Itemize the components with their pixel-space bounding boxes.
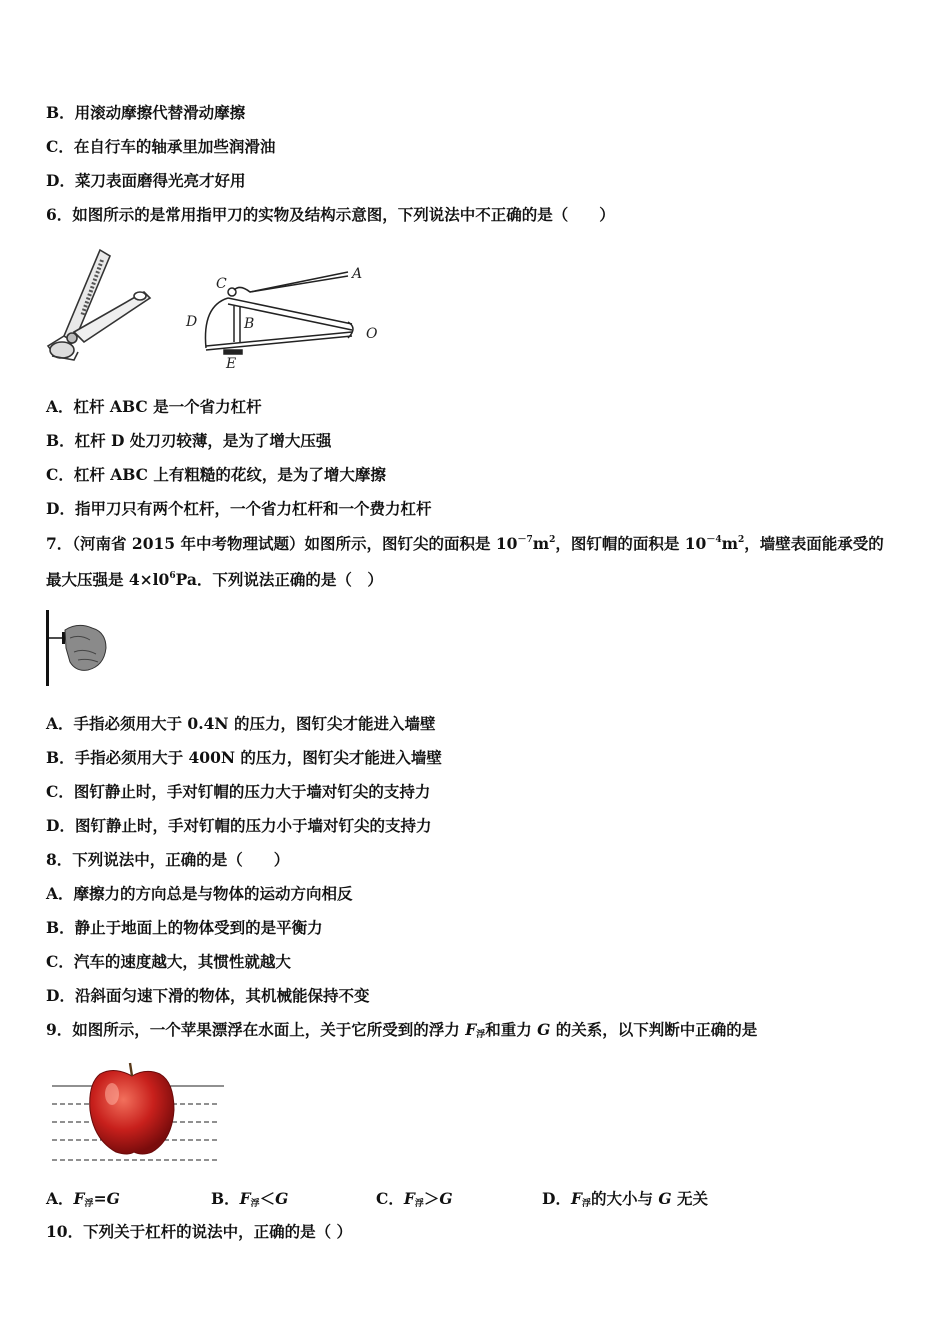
q8-option-c: C．汽车的速度越大，其惯性就越大 xyxy=(46,952,291,971)
q7-option-d: D．图钉静止时，手对钉帽的压力小于墙对钉尖的支持力 xyxy=(46,816,432,835)
floating-apple-figure xyxy=(50,1060,226,1168)
q6-option-a: A．杠杆 ABC 是一个省力杠杆 xyxy=(46,397,262,416)
label-a: A xyxy=(352,266,363,282)
q9-option-b: B．$F_浮<G$ xyxy=(211,1189,289,1209)
q7-option-a: A．手指必须用大于 0.4N 的压力，图钉尖才能进入墙壁 xyxy=(46,714,436,733)
q10-stem: 10．下列关于杠杆的说法中，正确的是（ ） xyxy=(46,1222,352,1241)
q7-stem-line2: 最大压强是 $4\times l0^6Pa$．下列说法正确的是（ ） xyxy=(46,570,383,589)
q6-stem: 6．如图所示的是常用指甲刀的实物及结构示意图，下列说法中不正确的是（ ） xyxy=(46,205,615,224)
q8-option-a: A．摩擦力的方向总是与物体的运动方向相反 xyxy=(46,884,353,903)
q7-option-c: C．图钉静止时，手对钉帽的压力大于墙对钉尖的支持力 xyxy=(46,782,431,801)
q7-option-b: B．手指必须用大于 400N 的压力，图钉尖才能进入墙壁 xyxy=(46,748,442,767)
q7-stem-line1: 7．（河南省 2015 年中考物理试题）如图所示，图钉尖的面积是 $10^{-7}m^2$，图钉帽的面积是 $10^{-4}m^2$，墙壁表面能承受的 xyxy=(46,534,884,553)
nail-clipper-diagram xyxy=(180,262,390,372)
label-e: E xyxy=(226,356,237,372)
label-d: D xyxy=(186,314,198,330)
nail-clipper-photo xyxy=(44,246,154,368)
q8-option-d: D．沿斜面匀速下滑的物体，其机械能保持不变 xyxy=(46,986,370,1005)
q9-stem: 9．如图所示，一个苹果漂浮在水面上，关于它所受到的浮力 $F_浮$和重力 G 的关系，以下判断中正确的是 xyxy=(46,1020,758,1040)
q5-option-d: D．菜刀表面磨得光亮才好用 xyxy=(46,171,246,190)
q9-option-a: A．$F_浮=G$ xyxy=(46,1189,120,1209)
q5-option-b: B．用滚动摩擦代替滑动摩擦 xyxy=(46,103,246,122)
q9-option-c: C．$F_浮>G$ xyxy=(376,1189,453,1209)
pushpin-hand-figure xyxy=(44,608,114,690)
q6-option-b: B．杠杆 D 处刀刃较薄，是为了增大压强 xyxy=(46,431,332,450)
q5-option-c: C．在自行车的轴承里加些润滑油 xyxy=(46,137,276,156)
label-o: O xyxy=(366,326,378,342)
q9-options xyxy=(46,1187,806,1209)
q6-option-c: C．杠杆 ABC 上有粗糙的花纹，是为了增大摩擦 xyxy=(46,465,386,484)
label-c: C xyxy=(216,276,227,292)
label-b: B xyxy=(244,316,255,332)
q8-option-b: B．静止于地面上的物体受到的是平衡力 xyxy=(46,918,323,937)
q6-option-d: D．指甲刀只有两个杠杆，一个省力杠杆和一个费力杠杆 xyxy=(46,499,432,518)
q9-option-d: D．$F_浮$的大小与 G 无关 xyxy=(542,1189,709,1209)
q8-stem: 8．下列说法中，正确的是（ ） xyxy=(46,850,290,869)
